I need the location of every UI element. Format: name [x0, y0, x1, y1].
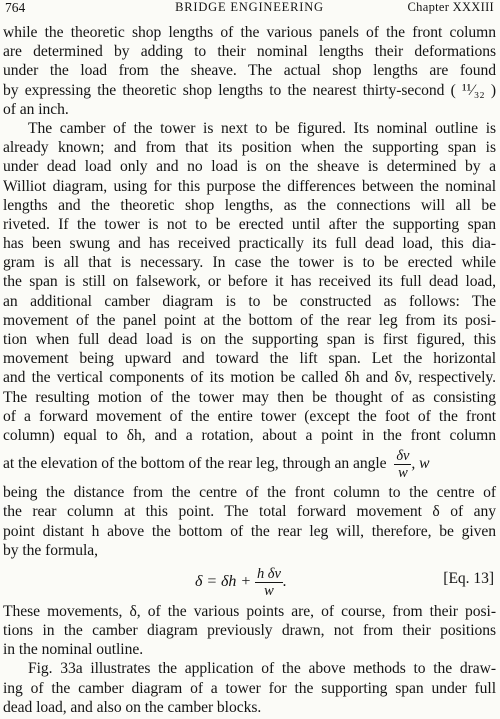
text-line: an additional camber diagram is to be constructed as follows: The	[3, 292, 496, 310]
text-line: are determined by adding to their nominal lengths their deformations	[3, 43, 496, 61]
running-title: BRIDGE ENGINEERING	[175, 0, 324, 14]
text-line: of an inch.	[3, 100, 69, 118]
text-line: Williot diagram, using for this purpose the differences between the nominal	[3, 177, 496, 195]
page-number: 764	[5, 0, 26, 15]
paragraph-4	[3, 659, 496, 717]
equation-tail: .	[282, 573, 287, 591]
equation-lhs: δ = δh +	[195, 573, 252, 591]
equation-tag: [Eq. 13]	[443, 569, 494, 587]
text-line: tion when full dead load is on the supporting span is first figured, this	[3, 331, 496, 348]
text-line: under dead load only and no load is on the sheave is determined by a	[3, 158, 496, 176]
fraction-denominator: w	[398, 465, 408, 482]
text-line: These movements, δ, of the various points are, of course, from their posi-	[3, 602, 496, 620]
text-line: Fig. 33a illustrates the application of the above methods to the draw-	[28, 660, 496, 678]
angle-line-after: , w	[411, 455, 430, 473]
paragraph-2	[3, 119, 496, 560]
angle-fraction	[394, 448, 411, 481]
text-line: under the load from the sheave. The actual shop lengths are found	[3, 62, 496, 80]
angle-line-text: at the elevation of the bottom of the rear leg, through an angle	[3, 455, 387, 473]
text-line: The resulting motion of the tower may then be thought of as consisting	[3, 388, 496, 406]
text-line: point distant h above the bottom of the rear leg will, therefore, be given	[3, 522, 496, 540]
text-line: by the formula,	[3, 541, 98, 559]
text-line: tions in the camber diagram previously drawn, not from their positions	[3, 622, 496, 640]
text-line: has been swung and has received practically its full dead load, this dia-	[3, 235, 496, 253]
text-line: while the theoretic shop lengths of the various panels of the front column	[3, 24, 496, 41]
equation-fraction	[255, 566, 283, 599]
text-line: ing of the camber diagram of a tower for the supporting span under full	[3, 679, 496, 697]
text-line: riveted. If the tower is not to be erected until after the supporting span	[3, 215, 496, 233]
text-line: the span is still on falsework, or before it has received its full dead load,	[3, 273, 496, 291]
fraction-numerator: δv	[396, 448, 410, 465]
text-line: column) equal to δh, and a rotation, about a point in the front column	[3, 426, 496, 444]
text-line: lengths and the theoretic shop lengths, as the connections will all be	[3, 196, 496, 214]
paragraph-1	[3, 23, 496, 119]
angle-line	[3, 445, 496, 483]
running-header	[5, 0, 494, 18]
text-line: The camber of the tower is next to be figured. Its nominal outline is	[28, 119, 496, 137]
page-body	[3, 23, 496, 717]
text-line: gram is all that is necessary. In case the tower is to be erected while	[3, 254, 496, 272]
equation-13	[3, 560, 496, 602]
text-line: in the nominal outline.	[3, 641, 144, 659]
text-line: of a forward movement of the entire tower (except the foot of the front	[3, 407, 496, 425]
fraction-numerator: h δv	[257, 565, 281, 582]
paragraph-3	[3, 602, 496, 660]
text-line: being the distance from the centre of the front column to the centre of	[3, 484, 496, 502]
chapter-label: Chapter XXXIII	[407, 0, 494, 14]
fraction-denominator: w	[264, 582, 274, 599]
text-line: by expressing the theoretic shop lengths to the nearest thirty-second ( ¹¹⁄₃₂ )	[3, 81, 496, 99]
text-line: and the vertical components of its motion be called δh and δv, respectively.	[3, 369, 496, 387]
text-line: the rear column at this point. The total forward movement δ of any	[3, 503, 496, 521]
text-line: movement being upward and toward the lift span. Let the horizontal	[3, 350, 496, 368]
text-line: already known; and from that its position when the supporting span is	[3, 139, 496, 157]
text-line: dead load, and also on the camber blocks.	[3, 698, 262, 716]
equation-body	[195, 566, 287, 599]
text-line: movement of the panel point at the bottom of the rear leg from its posi-	[3, 311, 496, 329]
